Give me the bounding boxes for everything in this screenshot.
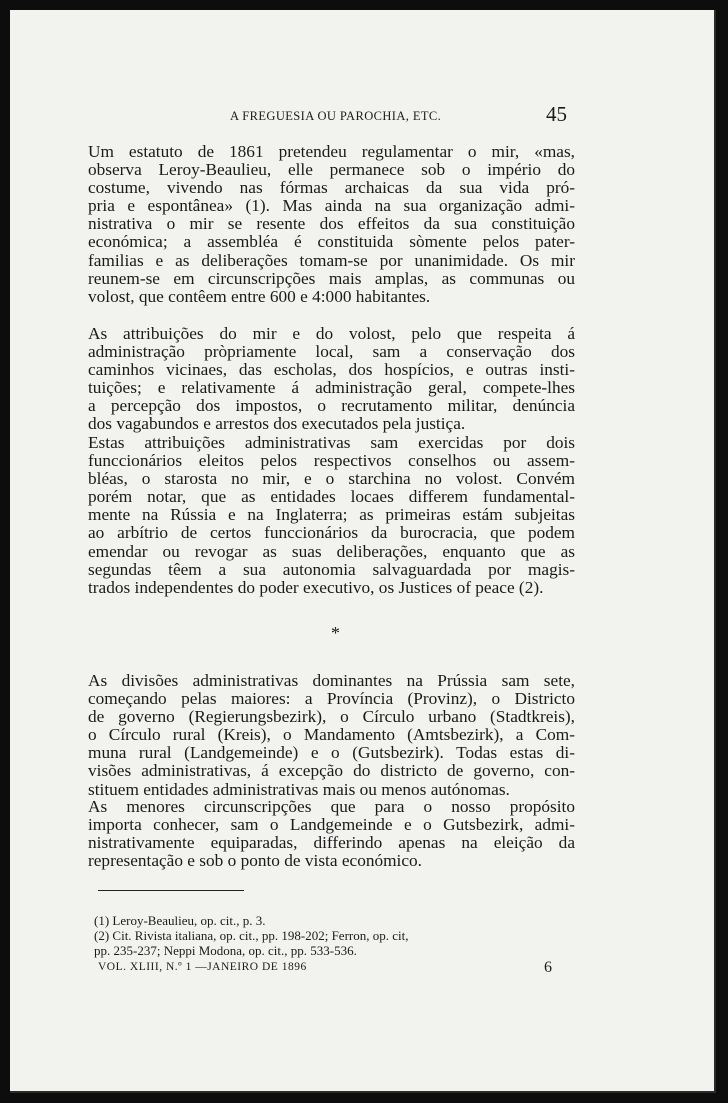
text-line: administração pròpriamente local, sam a conservação dos [88,342,575,362]
text-line: de governo (Regierungsbezirk), o Círculo urbano (Stadtkreis), [88,707,575,727]
text-line: o Círculo rural (Kreis), o Mandamento (Amtsbezirk), a Com- [88,725,575,745]
text-line: reunem-se em circunscripções mais amplas, as communas ou [88,268,575,288]
paragraph-smaller-circumscriptions [88,798,575,870]
paragraph-mir-statute [88,143,575,306]
footnote-2-continued: pp. 235-237; Neppi Modona, op. cit., pp. 533-536. [94,943,357,958]
section-separator: * [331,623,340,643]
footnote-rule [98,890,244,891]
text-line: nistrativamente equiparadas, differindo apenas na eleição da [88,833,575,853]
text-line: As divisões administrativas dominantes na Prússia sam sete, [88,671,575,690]
text-line: importa conhecer, sam o Landgemeinde e o Gutsbezirk, admi- [88,815,575,835]
text-line: nistrativa o mir se resente dos effeitos da sua constituição [88,214,575,234]
text-line: familias e as deliberações tomam-se por unanimidade. Os mir [88,250,575,270]
text-line: visões administrativas, á excepção do districto de governo, con- [88,761,575,781]
volume-line: VOL. XLIII, N.º 1 —JANEIRO DE 1896 [98,961,307,973]
text-line: emendar ou revogar as suas deliberações, enquanto que as [88,541,575,561]
text-line: representação e sob o ponto de vista económico. [88,851,422,871]
sheet-number: 6 [544,959,552,976]
footnotes [94,913,566,958]
paragraph-mir-attributions [88,325,575,434]
text-line: começando pelas maiores: a Província (Provinz), o Districto [88,689,575,709]
paragraph-administrative-attributions [88,434,575,597]
text-line: As menores circunscripções que para o nosso propósito [88,797,575,816]
text-line: Estas attribuições administrativas sam exercidas por dois [88,433,575,452]
text-line: porém notar, que as entidades locaes differem fundamental- [88,487,575,507]
text-line: bléas, o starosta no mir, e o starchina no volost. Convém [88,469,575,489]
text-line: Um estatuto de 1861 pretendeu regulamentar o mir, «mas, [88,142,575,161]
page-number: 45 [546,102,567,126]
text-line: As attribuições do mir e do volost, pelo que respeita á [88,324,575,343]
footnote-2: (2) Cit. Rivista italiana, op. cit., pp. 198-202; Ferron, op. cit, [94,928,409,943]
text-line: trados independentes do poder executivo, os Justices of peace (2). [88,577,544,597]
text-line: tuições; e relativamente á administração geral, compete-lhes [88,378,575,398]
text-line: económica; a assembléa é constituida sòmente pelos pater- [88,232,575,252]
text-line: funccionários eleitos pelos respectivos conselhos ou assem- [88,451,575,471]
text-line: dos vagabundos e arrestos dos executados pela justiça. [88,414,466,434]
footnote-1: (1) Leroy-Beaulieu, op. cit., p. 3. [94,913,266,928]
text-line: ao arbítrio de certos funccionários da burocracia, que podem [88,523,575,543]
text-line: caminhos vicinaes, das escholas, dos hospícios, e outras insti- [88,360,575,380]
text-line: a percepção dos impostos, o recrutamento militar, denúncia [88,396,575,416]
running-title: A FREGUESIA OU PAROCHIA, ETC. [230,109,442,123]
text-line: costume, vivendo nas fórmas archaicas da sua vida pró- [88,178,575,198]
text-line: volost, que contêem entre 600 e 4:000 habitantes. [88,286,431,306]
text-line: mente na Rússia e na Inglaterra; as primeiras estám subjeitas [88,505,575,525]
text-line: pria e espontânea» (1). Mas ainda na sua organização admi- [88,196,575,216]
text-line: observa Leroy-Beaulieu, elle permanece sob o império do [88,160,575,180]
text-line: stituem entidades administrativas mais ou menos autónomas. [88,779,510,799]
book-page [10,10,716,1093]
text-line: segundas têem a sua autonomia salvaguardada por magis- [88,559,575,579]
paragraph-prussia-divisions [88,672,575,799]
text-line: muna rural (Landgemeinde) e o (Gutsbezirk). Todas estas di- [88,743,575,763]
